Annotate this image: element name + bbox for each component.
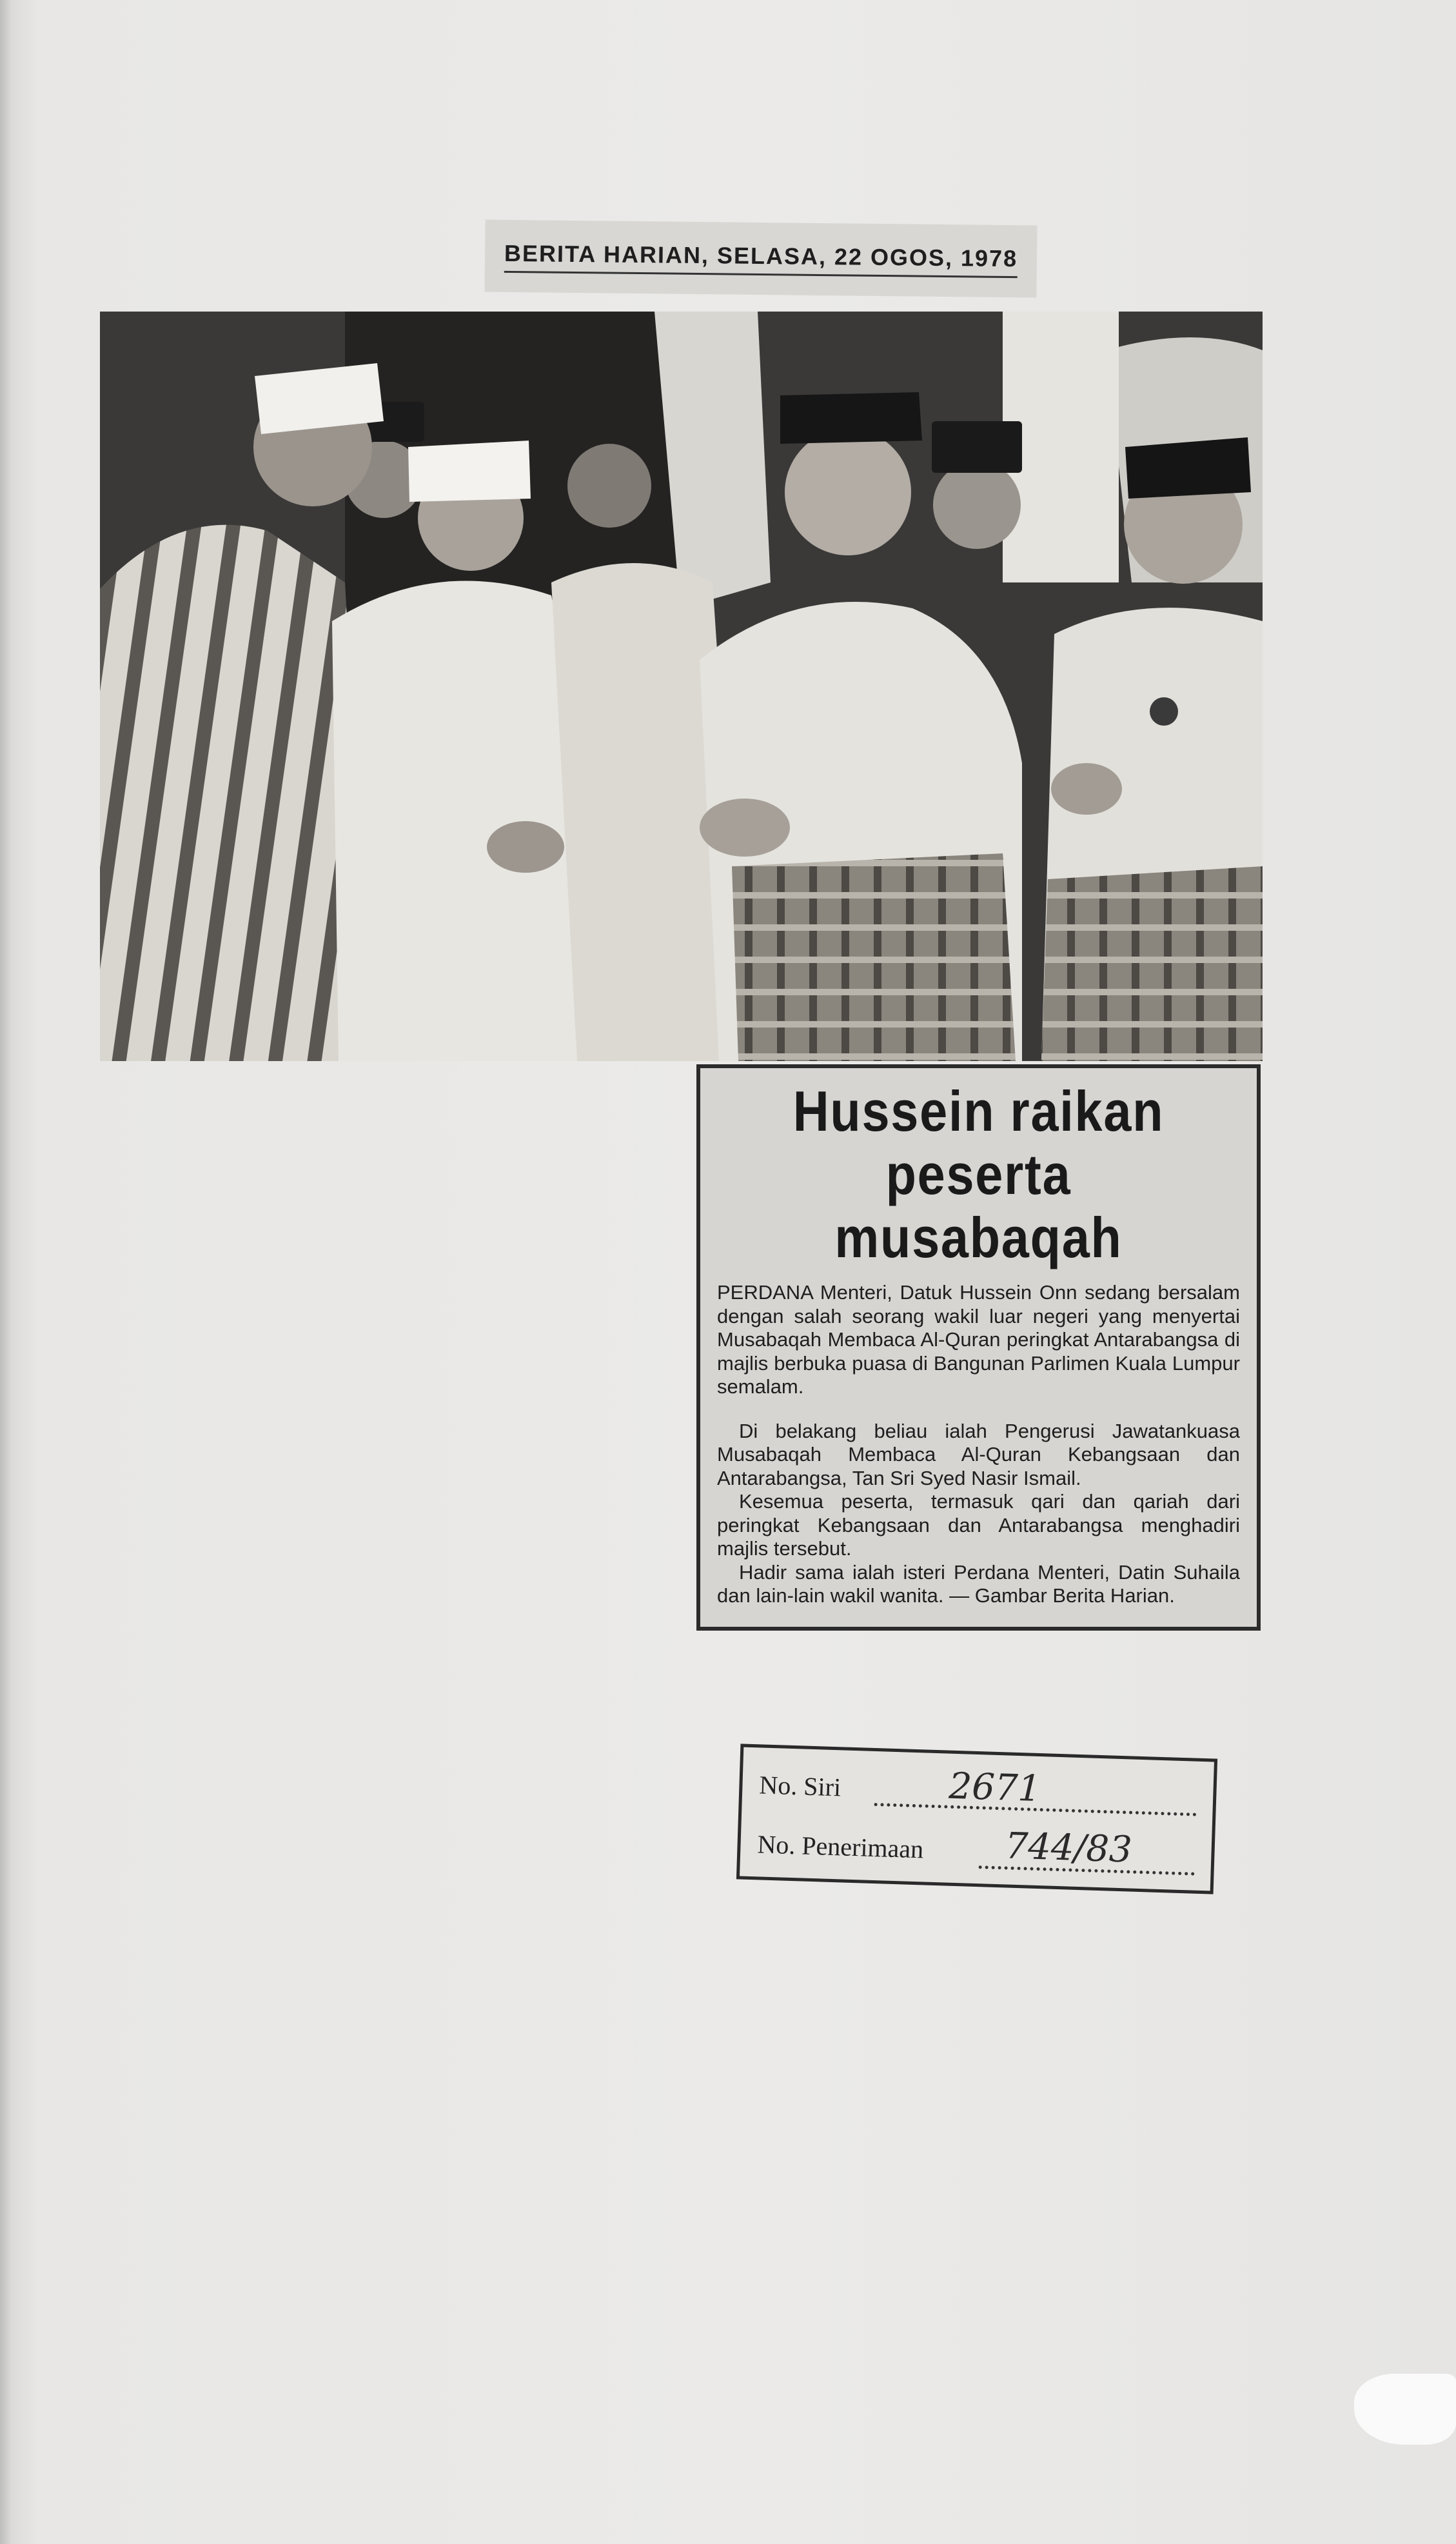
paper-blemish bbox=[1354, 2374, 1456, 2445]
article-paragraph: PERDANA Menteri, Datuk Hussein Onn sedang bersalam dengan salah seorang wakil luar negeri yang menyertai Musabaqah Membaca Al-Quran peringkat Antarabangsa di majlis berbuka puasa di Bangunan Parlimen Kuala Lumpur semalam. bbox=[717, 1281, 1240, 1398]
penerimaan-value: 744/83 bbox=[1004, 1825, 1133, 1871]
photo-illustration bbox=[100, 312, 1263, 1061]
headline bbox=[749, 1080, 1209, 1269]
penerimaan-label: No. Penerimaan bbox=[756, 1829, 924, 1864]
news-photo bbox=[100, 312, 1263, 1061]
article-paragraph: Hadir sama ialah isteri Perdana Menteri, Datin Suhaila dan lain-lain wakil wanita. — Gambar Berita Harian. bbox=[717, 1560, 1240, 1607]
headline-line-2: peserta musabaqah bbox=[834, 1142, 1123, 1269]
headline-line-1: Hussein raikan bbox=[792, 1079, 1165, 1143]
dateline-text: BERITA HARIAN, SELASA, 22 OGOS, 1978 bbox=[504, 239, 1018, 277]
article-paragraph: Di belakang beliau ialah Pengerusi Jawatankuasa Musabaqah Membaca Al-Quran Kebangsaan dan Antarabangsa, Tan Sri Syed Nasir Ismail. bbox=[717, 1419, 1240, 1489]
siri-label: No. Siri bbox=[758, 1770, 841, 1802]
dateline-strip bbox=[484, 220, 1037, 298]
archive-stamp bbox=[736, 1744, 1217, 1894]
article-box bbox=[696, 1064, 1261, 1631]
siri-value: 2671 bbox=[948, 1765, 1042, 1811]
article-paragraph: Kesemua peserta, termasuk qari dan qariah dari peringkat Kebangsaan dan Antarabangsa menghadiri majlis tersebut. bbox=[717, 1490, 1240, 1560]
article-body bbox=[717, 1281, 1240, 1608]
